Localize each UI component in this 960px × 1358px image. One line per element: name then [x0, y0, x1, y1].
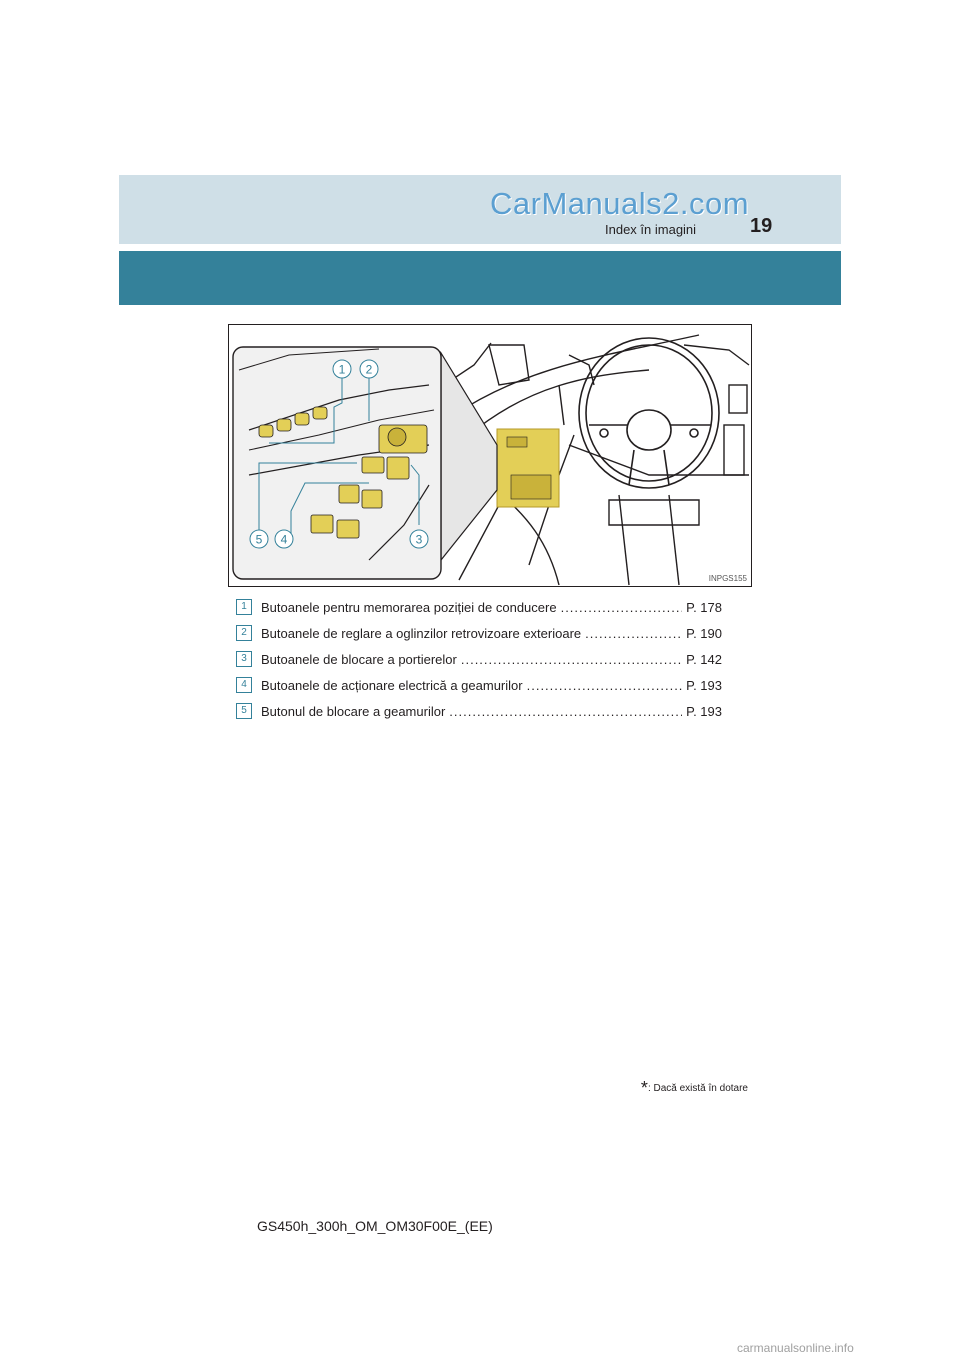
mirror-switch [379, 425, 427, 453]
page-reference[interactable]: P. 193 [686, 677, 722, 693]
svg-text:1: 1 [338, 362, 346, 377]
legend-text: Butoanele de acționare electrică a geamurilor [261, 677, 523, 693]
dot-leader [561, 600, 683, 615]
legend-number: 3 [236, 651, 252, 667]
illustration-svg [229, 325, 751, 586]
door-panel-highlight [497, 429, 559, 507]
footnote [641, 1078, 748, 1099]
legend-item[interactable] [236, 672, 722, 698]
watermark-footer: carmanualsonline.info [737, 1341, 854, 1355]
chapter-band [119, 251, 841, 305]
callout-3 [410, 530, 428, 548]
legend-list [236, 594, 722, 724]
legend-item[interactable] [236, 594, 722, 620]
dot-leader [527, 678, 682, 693]
page-reference[interactable]: P. 142 [686, 651, 722, 667]
callout-4 [275, 530, 293, 548]
callout-1 [333, 360, 351, 378]
legend-item[interactable] [236, 646, 722, 672]
callout-5 [250, 530, 268, 548]
legend-number: 2 [236, 625, 252, 641]
footnote-text: : Dacă există în dotare [647, 1083, 748, 1094]
page-reference[interactable]: P. 190 [686, 625, 722, 641]
page-number: 19 [750, 215, 773, 237]
legend-item[interactable] [236, 698, 722, 724]
page-reference[interactable]: P. 193 [686, 703, 722, 719]
legend-text: Butoanele pentru memorarea poziției de conducere [261, 599, 557, 615]
zoom-pointer [441, 353, 497, 560]
legend-number: 4 [236, 677, 252, 693]
legend-text: Butoanele de blocare a portierelor [261, 651, 457, 667]
figure-code: INPGS155 [708, 574, 747, 583]
watermark-logo: CarManuals2.com [490, 186, 750, 221]
footnote-star: * [640, 1078, 648, 1098]
steering-wheel [579, 338, 719, 488]
legend-item[interactable] [236, 620, 722, 646]
legend-text: Butonul de blocare a geamurilor [261, 703, 446, 719]
door-controls-illustration [228, 324, 752, 587]
svg-text:4: 4 [280, 532, 288, 547]
legend-text: Butoanele de reglare a oglinzilor retrovizoare exterioare [261, 625, 582, 641]
page-reference[interactable]: P. 178 [686, 599, 722, 615]
legend-number: 5 [236, 703, 252, 719]
svg-text:3: 3 [415, 532, 423, 547]
dot-leader [449, 704, 682, 719]
dot-leader [461, 652, 682, 667]
callout-2 [360, 360, 378, 378]
legend-number: 1 [236, 599, 252, 615]
document-code: GS450h_300h_OM_OM30F00E_(EE) [257, 1218, 493, 1234]
svg-text:2: 2 [365, 362, 373, 377]
section-title: Index în imagini [605, 222, 697, 237]
dot-leader [585, 626, 682, 641]
svg-text:5: 5 [255, 532, 263, 547]
